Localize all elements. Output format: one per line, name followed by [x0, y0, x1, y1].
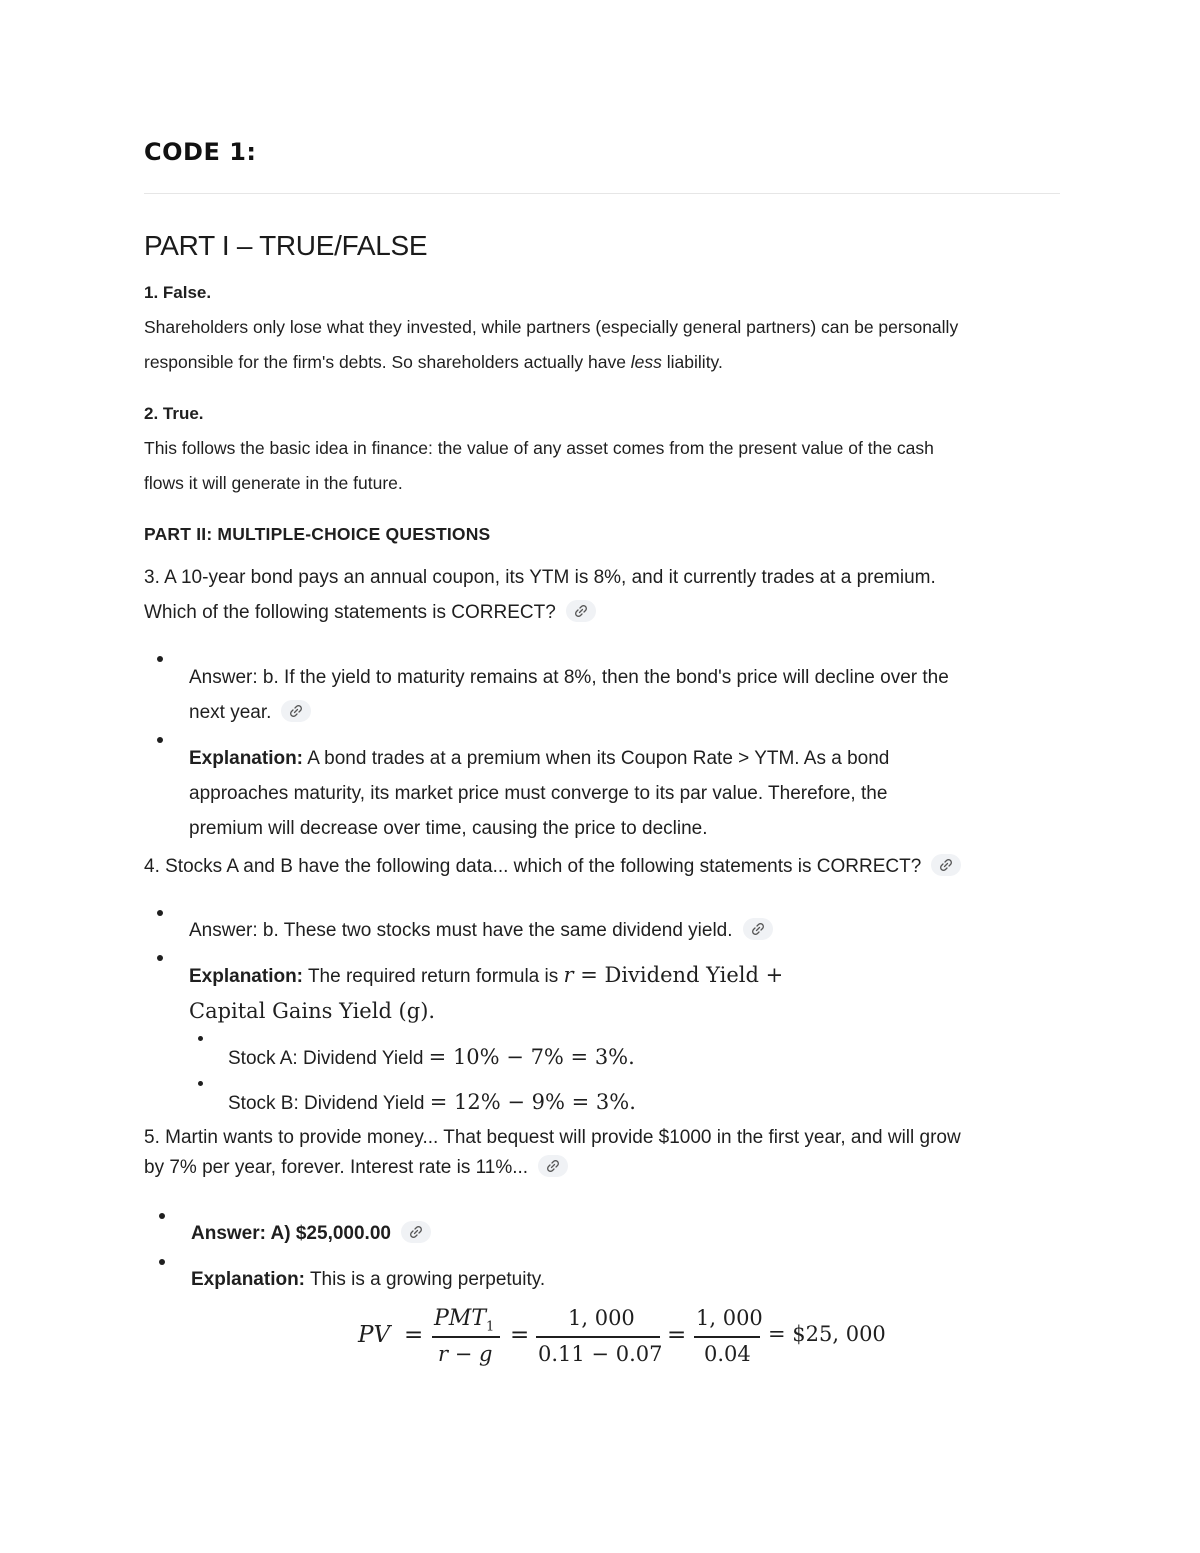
link-icon[interactable]	[281, 700, 311, 722]
stock-a-math: = 10% − 7% = 3%.	[428, 1045, 635, 1069]
q3-answer-line1: Answer: b. If the yield to maturity remains at 8%, then the bond's price will decline over the	[189, 667, 949, 688]
bullet-dot	[159, 1259, 165, 1265]
math-var-r: r	[563, 963, 574, 987]
link-icon[interactable]	[743, 918, 773, 940]
sub-bullet-dot	[198, 1036, 203, 1041]
q1-line2-emphasis: less	[630, 352, 662, 372]
frac1-den: r − g	[438, 1342, 493, 1366]
frac1-line	[432, 1336, 500, 1338]
bullet-dot	[157, 955, 163, 961]
frac3-num: 1, 000	[696, 1306, 763, 1330]
q3-line1: 3. A 10-year bond pays an annual coupon, its YTM is 8%, and it currently trades at a premium.	[144, 567, 936, 588]
q4-expl-text: The required return formula is	[303, 966, 564, 987]
frac2-den: 0.11 − 0.07	[538, 1342, 663, 1366]
q3-question	[144, 560, 1060, 630]
q1-line2a: responsible for the firm's debts. So shareholders actually have	[144, 352, 631, 372]
formula-eq1: =	[404, 1322, 424, 1348]
q5-line1: 5. Martin wants to provide money... That bequest will provide $1000 in the first year, and will grow	[144, 1127, 961, 1148]
stock-b-line	[228, 1085, 1028, 1121]
stock-b-label: Stock B: Dividend Yield	[228, 1093, 430, 1114]
q5-line2: by 7% per year, forever. Interest rate is 11%...	[144, 1157, 529, 1178]
frac1-num-sub: 1	[486, 1319, 495, 1335]
frac1-num	[434, 1306, 494, 1334]
q4-explanation	[189, 958, 1049, 1030]
bullet-dot	[159, 1213, 165, 1219]
q1-explanation	[144, 310, 1060, 380]
sub-bullet-dot	[198, 1081, 203, 1086]
q2-line1: This follows the basic idea in finance: the value of any asset comes from the present value of the cash	[144, 438, 934, 458]
link-icon[interactable]	[566, 600, 596, 622]
formula-result: = $25, 000	[768, 1322, 886, 1346]
q5-explanation-label: Explanation:	[191, 1269, 306, 1290]
q5-explanation	[191, 1262, 1051, 1297]
frac3-line	[694, 1336, 760, 1338]
link-icon[interactable]	[931, 854, 961, 876]
q3-explanation	[189, 741, 1049, 846]
q2-line2: flows it will generate in the future.	[144, 473, 403, 493]
q3-expl-line3: premium will decrease over time, causing the price to decline.	[189, 818, 708, 839]
q5-expl-text: This is a growing perpetuity.	[305, 1269, 546, 1290]
stock-b-math: = 12% − 9% = 3%.	[429, 1090, 636, 1114]
formula-lhs: PV	[358, 1322, 391, 1348]
q2-heading: 2. True.	[144, 404, 204, 423]
bullet-dot	[157, 737, 163, 743]
stock-a-line	[228, 1040, 1028, 1076]
frac2-num: 1, 000	[568, 1306, 635, 1330]
q4-answer-text: Answer: b. These two stocks must have the same dividend yield.	[189, 920, 733, 941]
q4-line1: 4. Stocks A and B have the following data... which of the following statements is CORRECT?	[144, 856, 922, 877]
bullet-dot	[157, 910, 163, 916]
q3-line2: Which of the following statements is CORRECT?	[144, 602, 556, 623]
stock-a-label: Stock A: Dividend Yield	[228, 1048, 429, 1069]
code-title: CODE 1:	[144, 138, 257, 166]
math-formula-part1: = Dividend Yield +	[573, 963, 784, 987]
q3-expl-line1: A bond trades at a premium when its Coupon Rate > YTM. As a bond	[303, 748, 890, 769]
frac3-den: 0.04	[704, 1342, 751, 1366]
q2-explanation	[144, 431, 1060, 501]
link-icon[interactable]	[538, 1155, 568, 1177]
q3-answer-line2: next year.	[189, 702, 272, 723]
part1-title: PART I – TRUE/FALSE	[144, 230, 428, 261]
math-formula-part2: Capital Gains Yield (g).	[189, 999, 436, 1023]
q5-question	[144, 1123, 1060, 1183]
formula-eq3: =	[667, 1322, 687, 1348]
frac2-line	[536, 1336, 660, 1338]
formula-eq2: =	[510, 1322, 530, 1348]
bullet-dot	[157, 656, 163, 662]
q1-heading: 1. False.	[144, 283, 212, 302]
q5-answer-text: Answer: A) $25,000.00	[191, 1223, 391, 1244]
q3-explanation-label: Explanation:	[189, 748, 304, 769]
frac1-num-pmt: PMT	[434, 1306, 487, 1331]
q5-answer	[191, 1216, 1051, 1251]
q1-line2b: liability.	[661, 352, 723, 372]
q3-answer	[189, 660, 1049, 730]
part2-title: PART II: MULTIPLE-CHOICE QUESTIONS	[144, 524, 491, 544]
q1-line1: Shareholders only lose what they invested, while partners (especially general partners) can be personally	[144, 317, 959, 337]
q4-question	[144, 849, 1060, 884]
q3-expl-line2: approaches maturity, its market price must converge to its par value. Therefore, the	[189, 783, 888, 804]
q4-explanation-label: Explanation:	[189, 966, 304, 987]
q4-answer	[189, 913, 1049, 948]
divider	[144, 193, 1060, 194]
link-icon[interactable]	[401, 1221, 431, 1243]
